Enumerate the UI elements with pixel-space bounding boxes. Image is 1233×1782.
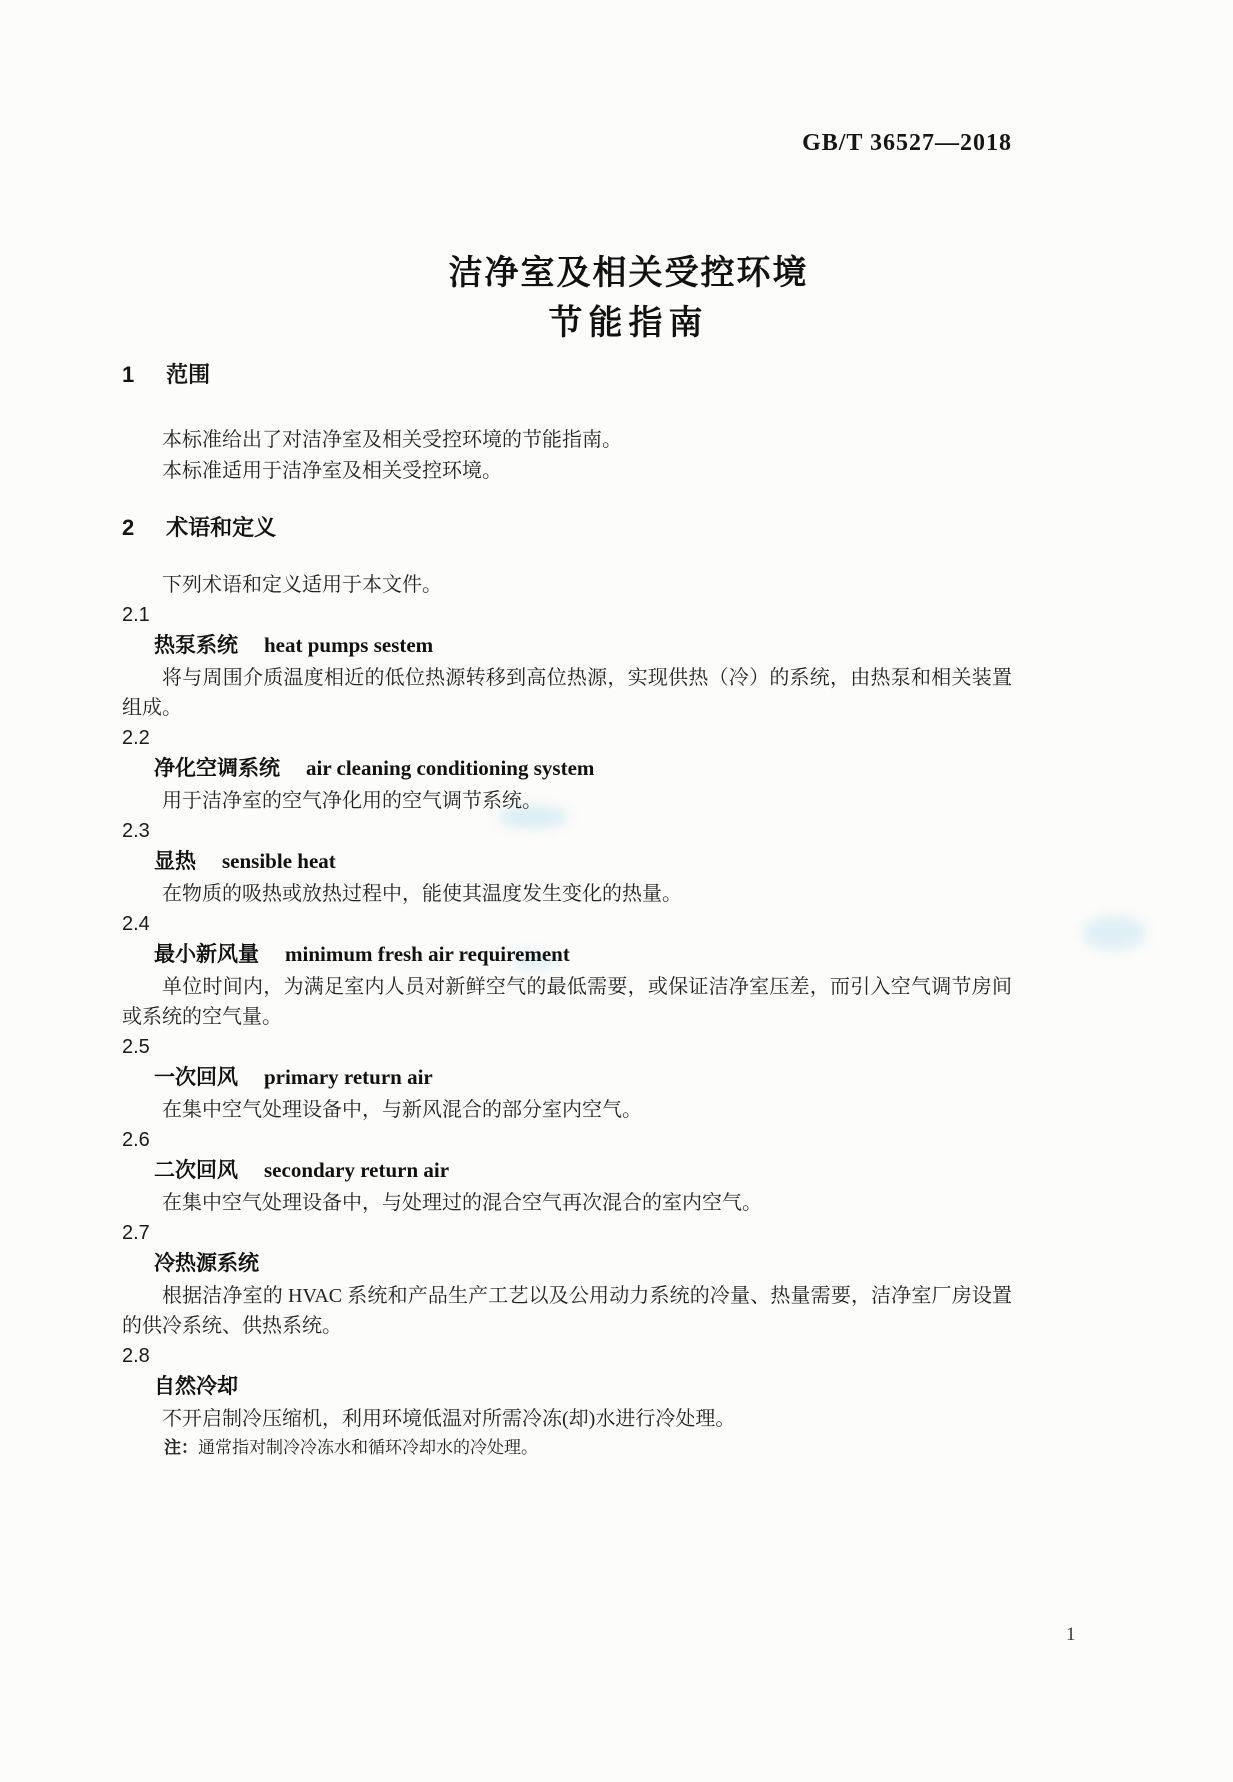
- clause-number: 2.7: [122, 1222, 150, 1244]
- section-title: 术语和定义: [166, 515, 277, 540]
- term-block-2-2: [122, 723, 1012, 816]
- term-heading: [122, 1062, 1012, 1095]
- term-name-en: air cleaning conditioning system: [306, 756, 595, 780]
- term-heading: [122, 846, 1012, 879]
- note-label: 注：: [164, 1438, 198, 1457]
- clause-number: 2.4: [122, 913, 150, 935]
- term-name-zh: 一次回风: [154, 1066, 238, 1089]
- term-name-zh: 显热: [154, 850, 196, 873]
- paragraph: 本标准给出了对洁净室及相关受控环境的节能指南。: [162, 429, 622, 451]
- note-text: 通常指对制冷冷冻水和循环冷却水的冷处理。: [198, 1438, 538, 1457]
- term-note: [164, 1434, 1012, 1462]
- term-block-2-8: [122, 1341, 1012, 1462]
- term-name-en: primary return air: [264, 1065, 433, 1089]
- section-title: 范围: [166, 362, 211, 387]
- standard-code: GB/T 36527—2018: [802, 130, 1012, 156]
- terms-intro: 下列术语和定义适用于本文件。: [162, 574, 442, 596]
- term-name-zh: 最小新风量: [154, 943, 259, 966]
- clause-number: 2.2: [122, 727, 150, 749]
- term-heading: [122, 939, 1012, 972]
- term-block-2-3: [122, 816, 1012, 909]
- term-definition: 不开启制冷压缩机，利用环境低温对所需冷冻(却)水进行冷处理。: [162, 1408, 736, 1430]
- term-name-en: minimum fresh air requirement: [285, 942, 570, 966]
- term-block-2-4: [122, 909, 1012, 1032]
- term-block-2-1: [122, 600, 1012, 723]
- term-definition: 单位时间内，为满足室内人员对新鲜空气的最低需要，或保证洁净室压差，而引入空气调节房间或系统的空气量。: [122, 976, 1012, 1028]
- term-block-2-5: [122, 1032, 1012, 1125]
- term-block-2-6: [122, 1125, 1012, 1218]
- section-number: 1: [122, 362, 135, 387]
- page-content: [122, 0, 1012, 1462]
- term-name-zh: 热泵系统: [154, 634, 238, 657]
- term-name-zh: 二次回风: [154, 1159, 238, 1182]
- clause-number: 2.6: [122, 1129, 150, 1151]
- term-name-zh: 自然冷却: [154, 1375, 238, 1398]
- term-heading: [122, 1248, 1012, 1281]
- term-name-en: sensible heat: [222, 849, 336, 873]
- page-number: 1: [1066, 1624, 1076, 1645]
- term-definition: 将与周围介质温度相近的低位热源转移到高位热源，实现供热（冷）的系统，由热泵和相关装置组成。: [122, 667, 1012, 719]
- term-definition: 用于洁净室的空气净化用的空气调节系统。: [162, 790, 542, 812]
- term-definition: 在物质的吸热或放热过程中，能使其温度发生变化的热量。: [162, 883, 682, 905]
- term-heading: [122, 1371, 1012, 1404]
- term-definition: 根据洁净室的 HVAC 系统和产品生产工艺以及公用动力系统的冷量、热量需要，洁净室厂房设置的供冷系统、供热系统。: [122, 1285, 1012, 1337]
- term-name-en: heat pumps sestem: [264, 633, 434, 657]
- section-1-heading: [122, 362, 1012, 388]
- clause-number: 2.3: [122, 820, 150, 842]
- section-2-heading: [122, 515, 1012, 541]
- clause-number: 2.1: [122, 604, 150, 626]
- term-name-en: secondary return air: [264, 1158, 450, 1182]
- term-heading: [122, 630, 1012, 663]
- paragraph: 本标准适用于洁净室及相关受控环境。: [162, 460, 502, 482]
- scan-artifact: [1082, 916, 1146, 950]
- clause-number: 2.8: [122, 1345, 150, 1367]
- title-line-1: 洁净室及相关受控环境: [448, 254, 809, 292]
- term-definition: 在集中空气处理设备中，与处理过的混合空气再次混合的室内空气。: [162, 1192, 762, 1214]
- term-name-zh: 冷热源系统: [154, 1252, 259, 1275]
- term-block-2-7: [122, 1218, 1012, 1341]
- term-name-zh: 净化空调系统: [154, 757, 280, 780]
- term-definition: 在集中空气处理设备中，与新风混合的部分室内空气。: [162, 1099, 642, 1121]
- term-heading: [122, 1155, 1012, 1188]
- term-heading: [122, 753, 1012, 786]
- clause-number: 2.5: [122, 1036, 150, 1058]
- title-line-2: 节能指南: [548, 304, 709, 342]
- section-number: 2: [122, 515, 135, 540]
